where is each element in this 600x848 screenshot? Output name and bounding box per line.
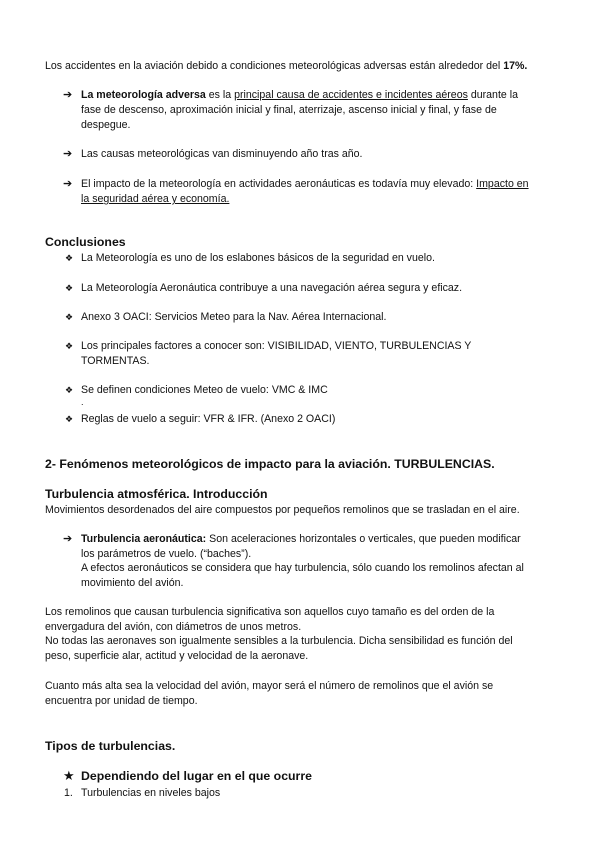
arrow-item-line: los parámetros de vuelo. (“baches”).	[81, 548, 252, 560]
arrow-item-causes: Las causas meteorológicas van disminuyendo año tras año.	[81, 148, 363, 160]
star-item-lugar: Dependiendo del lugar en el que ocurre	[81, 769, 312, 783]
list-item: Se definen condiciones Meteo de vuelo: VMC & IMC	[81, 384, 328, 396]
arrow-icon: ➔	[63, 148, 73, 160]
arrow-item-lead: La meteorología adversa	[81, 89, 206, 101]
list-item: La Meteorología Aeronáutica contribuye a una navegación aérea segura y eficaz.	[81, 282, 463, 294]
list-item: Los principales factores a conocer son: VISIBILIDAD, VIENTO, TURBULENCIAS Y	[81, 340, 472, 352]
arrow-item-text: Son aceleraciones horizontales o verticales, que pueden modificar	[206, 533, 521, 545]
arrow-item-text: es la	[205, 89, 235, 101]
arrow-icon: ➔	[63, 89, 73, 101]
paragraph-line: Cuanto más alta sea la velocidad del avión, mayor será el número de remolinos que el avión se	[45, 680, 494, 692]
arrow-item-text: durante la	[467, 89, 518, 101]
paragraph-line: encuentra por unidad de tiempo.	[45, 695, 198, 707]
intro-text: Los accidentes en la aviación debido a condiciones meteorológicas adversas están alrededor del	[45, 60, 504, 72]
diamond-bullet-icon: ❖	[65, 283, 74, 293]
list-item: La Meteorología es uno de los eslabones básicos de la seguridad en vuelo.	[81, 252, 435, 264]
paragraph-line: peso, superficie alar, actitud y velocidad de la aeronave.	[45, 650, 309, 662]
subheading-turbulencia: Turbulencia atmosférica. Introducción	[45, 487, 268, 501]
arrow-item-adverse-weather	[81, 88, 518, 103]
intro-paragraph	[45, 59, 527, 74]
arrow-item-lead: Turbulencia aeronáutica:	[81, 533, 207, 545]
arrow-icon: ➔	[63, 178, 73, 190]
section-heading-fenomenos: 2- Fenómenos meteorológicos de impacto para la aviación. TURBULENCIAS.	[45, 457, 495, 471]
star-bullet-icon: ★	[63, 768, 75, 783]
arrow-icon: ➔	[63, 533, 73, 545]
definition-paragraph: Movimientos desordenados del aire compuestos por pequeños remolinos que se trasladan en el aire.	[45, 504, 520, 516]
paragraph-line: envergadura del avión, con diámetros de unos metros.	[45, 621, 302, 633]
underlined-phrase: Impacto en	[476, 178, 529, 190]
diamond-bullet-icon: ❖	[65, 414, 74, 424]
arrow-item-line: A efectos aeronáuticos se considera que hay turbulencia, sólo cuando los remolinos afectan al	[81, 562, 524, 574]
list-item: Reglas de vuelo a seguir: VFR & IFR. (Anexo 2 OACI)	[81, 413, 336, 425]
underlined-phrase: la seguridad aérea y economía.	[81, 193, 230, 205]
list-item: Anexo 3 OACI: Servicios Meteo para la Nav. Aérea Internacional.	[81, 311, 387, 323]
arrow-item-aeronautica	[81, 532, 521, 547]
diamond-bullet-icon: ❖	[65, 341, 74, 351]
list-item-continuation: TORMENTAS.	[81, 355, 150, 367]
numbered-list-item: Turbulencias en niveles bajos	[81, 787, 221, 799]
diamond-bullet-icon: ❖	[65, 385, 74, 395]
arrow-item-impact	[81, 177, 529, 192]
intro-percentage: 17%.	[503, 60, 528, 72]
section-heading-conclusiones: Conclusiones	[45, 235, 126, 249]
underlined-phrase: principal causa de accidentes e incidentes aéreos	[234, 89, 468, 101]
diamond-bullet-icon: ❖	[65, 253, 74, 263]
paragraph-line: No todas las aeronaves son igualmente sensibles a la turbulencia. Dicha sensibilidad es función del	[45, 635, 513, 647]
list-number: 1.	[64, 787, 73, 799]
section-heading-tipos: Tipos de turbulencias.	[45, 739, 176, 753]
arrow-item-line: fase de descenso, aproximación inicial y final, aterrizaje, ascenso inicial y final, y fase de	[81, 104, 497, 116]
arrow-item-line: despegue.	[81, 119, 131, 131]
diamond-bullet-icon: ❖	[65, 312, 74, 322]
arrow-item-text: El impacto de la meteorología en actividades aeronáuticas es todavía muy elevado:	[81, 178, 477, 190]
paragraph-line: Los remolinos que causan turbulencia significativa son aquellos cuyo tamaño es del orden de la	[45, 606, 495, 618]
arrow-item-line: movimiento del avión.	[81, 577, 184, 589]
stray-dot: .	[81, 397, 84, 407]
